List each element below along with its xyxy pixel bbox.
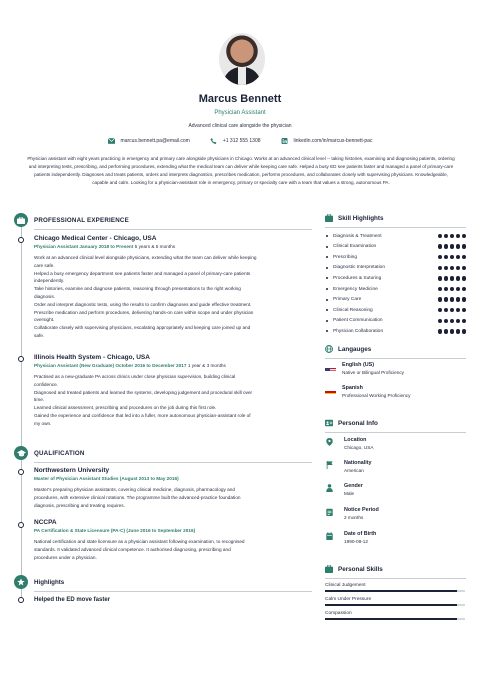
skills-divider (325, 227, 466, 228)
detail-line: Order and interpret diagnostic tests, using the results to confirm diagnoses and guide effective treatment. (34, 301, 252, 307)
personal-skill-item (325, 611, 465, 620)
info-card-icon (325, 419, 333, 427)
rating-dot (444, 266, 449, 271)
info-label: Nationality (344, 460, 372, 466)
flag-icon (326, 461, 333, 469)
rating-dot (438, 319, 443, 324)
skill-item (326, 305, 466, 315)
rating-dot (462, 297, 467, 302)
rating-dot (450, 266, 455, 271)
info-label: Notice Period (344, 507, 379, 513)
person-icon (326, 484, 333, 492)
language-text (342, 385, 410, 398)
linkedin-icon (281, 138, 288, 144)
skill-item (326, 273, 466, 283)
detail-line: care safe. (34, 262, 55, 268)
experience-role-text: Physician Assistant January 2018 to Present (34, 244, 134, 249)
info-text (344, 507, 379, 520)
location-pin-icon (326, 438, 333, 446)
rating-dot (444, 329, 449, 334)
personal-skills-title: Personal Skills (338, 565, 383, 573)
skill-item (326, 284, 466, 294)
language-name: Spanish (342, 385, 363, 391)
rating-dot (438, 266, 443, 271)
star-icon (14, 575, 28, 589)
skill-item (326, 242, 466, 252)
timeline-dot (18, 469, 24, 475)
skill-label (326, 265, 385, 270)
rating-dot (456, 255, 461, 260)
detail-line: Collaborate closely with supervising physicians, escalating appropriately and keeping care joined up and (34, 325, 251, 331)
skill-label (326, 255, 357, 260)
skill-name: Procedures & Suturing (333, 275, 382, 281)
job-title: Physician Assistant (214, 110, 266, 116)
experience-employer: Illinois Health System - Chicago, USA (34, 354, 150, 361)
detail-line: confidence. (34, 381, 58, 387)
skill-name: Physician Collaboration (333, 328, 384, 334)
languages-title: Langauges (338, 345, 372, 353)
detail-line: standards. It validated advanced clinical competence. It authorised diagnosing, prescribing and (34, 546, 231, 552)
experience-entry-1 (34, 235, 312, 340)
rating-dot (450, 287, 455, 292)
globe-icon (325, 345, 333, 353)
skill-label (326, 297, 361, 302)
languages-divider (325, 358, 466, 359)
rating-dot (450, 244, 455, 249)
rating-dot (456, 297, 461, 302)
detail-line: Gained the experience and confidence that led into a fuller, more autonomous physician-assistant role of (34, 412, 251, 418)
info-value: Male (344, 491, 355, 496)
bullet-icon (326, 309, 328, 311)
rating-dot (444, 297, 449, 302)
skill-rating (438, 244, 467, 249)
bullet-icon (326, 299, 328, 301)
skills-header (325, 214, 383, 222)
skill-name: Prescribing (333, 254, 357, 260)
timeline-dot (18, 522, 24, 528)
info-label: Gender (344, 483, 363, 489)
rating-dot (456, 319, 461, 324)
rating-dot (450, 276, 455, 281)
contact-bar (0, 138, 480, 144)
info-value: 2 months (344, 515, 364, 520)
highlight-item (34, 597, 312, 603)
skill-label (326, 308, 373, 313)
rating-dot (462, 234, 467, 239)
experience-divider (34, 229, 312, 230)
rating-dot (462, 308, 467, 313)
detail-line: oversight. (34, 317, 55, 323)
briefcase-icon (14, 213, 28, 227)
info-value: American (344, 468, 364, 473)
profile-photo (219, 33, 265, 85)
timeline-dot (18, 237, 24, 243)
rating-dot (444, 255, 449, 260)
language-name: English (US) (342, 362, 375, 368)
detail-line: independently. (34, 278, 65, 284)
skill-item (326, 231, 466, 241)
language-item (325, 362, 465, 375)
rating-dot (462, 255, 467, 260)
photo-shirt (238, 67, 246, 85)
detail-line: Learned clinical assessment, prescribing and procedures on the job during this first role. (34, 405, 217, 411)
bullet-icon (326, 277, 328, 279)
detail-line: diagnosis, prescribing and treating requires. (34, 502, 125, 508)
us-flag-icon (325, 363, 336, 371)
rating-dot (444, 234, 449, 239)
qualification-entry-1 (34, 467, 312, 509)
skill-item (326, 326, 466, 336)
experience-entry-2 (34, 354, 312, 428)
info-date-of-birth (326, 531, 466, 544)
skill-rating (438, 329, 467, 334)
rating-dot (456, 266, 461, 271)
rating-dot (462, 244, 467, 249)
detail-line: my own. (34, 420, 52, 426)
experience-employer: Chicago Medical Center - Chicago, USA (34, 235, 157, 242)
qualification-entry-2 (34, 519, 312, 561)
info-label: Date of Birth (344, 531, 377, 537)
rating-dot (438, 287, 443, 292)
rating-dot (462, 329, 467, 334)
qualification-degree: PA Certification & State Licensure (PA-C) (June 2016 to September 2016) (34, 528, 196, 533)
skill-label (326, 234, 382, 239)
skill-label (326, 244, 376, 249)
notice-icon (326, 508, 333, 516)
skill-rating (438, 255, 467, 260)
rating-dot (438, 329, 443, 334)
personal-skill-bar (325, 590, 465, 592)
skill-label (326, 287, 378, 292)
phone-icon (210, 138, 217, 144)
experience-details (34, 373, 312, 428)
experience-header (14, 213, 129, 227)
skill-item (326, 316, 466, 326)
rating-dot (450, 329, 455, 334)
timeline-line (21, 222, 22, 600)
info-text (344, 460, 372, 473)
rating-dot (456, 276, 461, 281)
personal-skill-name: Clinical Judgement (325, 583, 366, 588)
personal-skill-fill (325, 590, 457, 592)
info-notice-period (326, 507, 466, 520)
detail-line: Helped a busy emergency department see patients faster and managed a panel of primary-care patients (34, 270, 251, 276)
rating-dot (456, 329, 461, 334)
rating-dot (462, 276, 467, 281)
language-level: Professional Working Proficiency (342, 393, 411, 398)
rating-dot (462, 266, 467, 271)
rating-dot (438, 255, 443, 260)
highlights-header (14, 575, 64, 589)
info-text (344, 437, 373, 450)
personal-skill-name: Compassion (325, 611, 352, 616)
highlight-text: Helped the ED move faster (34, 597, 111, 603)
rating-dot (450, 297, 455, 302)
personal-skill-item (325, 597, 465, 606)
highlights-title: Highlights (34, 578, 65, 586)
personal-skills-icon (325, 565, 333, 573)
info-label: Location (344, 437, 367, 443)
rating-dot (462, 319, 467, 324)
skill-rating (438, 308, 467, 313)
info-value: 1990-09-12 (344, 539, 368, 544)
bullet-icon (326, 246, 328, 248)
experience-duration: 1 year & 3 months (187, 363, 226, 368)
personal-skill-fill (325, 618, 457, 620)
detail-line: Work at an advanced clinical level alongside physicians, extending what the team can deliver while keeping (34, 255, 257, 260)
detail-line: Diagnosed and treated patients and learned the systems, developing judgement and procedural skill over (34, 389, 253, 395)
rating-dot (438, 234, 443, 239)
rating-dot (438, 308, 443, 313)
email-text[interactable]: marcus.bennett.pa@email.com (120, 138, 190, 144)
rating-dot (444, 276, 449, 281)
detail-line: Take histories, examine and diagnose patients, reasoning through presentations to the right working (34, 286, 241, 292)
skill-rating (438, 287, 467, 292)
experience-role-text: Physician Assistant (New Graduate) October 2016 to December 2017 (34, 363, 187, 368)
skill-name: Clinical Reasoning (333, 307, 373, 313)
skill-label (326, 329, 383, 334)
rating-dot (456, 234, 461, 239)
skill-label (326, 318, 383, 323)
skill-name: Primary Care (333, 297, 362, 303)
detail-line: Master's preparing physician assistants, covering clinical medicine, diagnosis, pharmacology and (34, 487, 235, 492)
detail-line: National certification and state licensure as a physician assistant following examination, to recognised (34, 539, 245, 544)
personal-skill-bar (325, 618, 465, 620)
info-location (326, 437, 466, 450)
rating-dot (456, 308, 461, 313)
skill-rating (438, 234, 467, 239)
rating-dot (456, 287, 461, 292)
languages-header (325, 345, 371, 353)
detail-line: Prescribe medication and perform procedures, delivering hands-on care within scope and under physician (34, 309, 254, 315)
info-text (344, 531, 376, 544)
qualification-details (34, 486, 312, 509)
language-text (342, 362, 404, 375)
detail-line: diagnosis. (34, 293, 56, 299)
bullet-icon (326, 256, 328, 258)
rating-dot (438, 244, 443, 249)
skills-icon (325, 214, 333, 222)
skill-item (326, 252, 466, 262)
bullet-icon (326, 320, 328, 322)
info-value: Chicago, USA (344, 445, 374, 450)
phone-text[interactable]: +1 312 555 1308 (222, 138, 261, 144)
rating-dot (450, 255, 455, 260)
personal-skills-divider (325, 578, 466, 579)
timeline-dot (18, 597, 24, 603)
skill-name: Diagnosis & Treatment (333, 233, 382, 239)
detail-line: safe. (34, 332, 45, 338)
rating-dot (444, 244, 449, 249)
skill-name: Diagnostic Interpretation (333, 265, 385, 271)
language-item (325, 385, 465, 398)
bullet-icon (326, 235, 328, 237)
personal-skill-item (325, 583, 465, 592)
linkedin-text[interactable]: linkedin.com/in/marcus-bennett-pac (293, 138, 373, 144)
personal-skill-bar (325, 604, 465, 606)
language-level: Native or Bilingual Proficiency (342, 370, 405, 375)
tagline: Advanced clinical care alongside the physician (188, 123, 292, 129)
qualification-institution: NCCPA (34, 519, 57, 526)
spain-flag-icon (325, 386, 336, 394)
personal-info-header (325, 419, 378, 427)
personal-info-title: Personal Info (338, 419, 378, 427)
rating-dot (444, 319, 449, 324)
rating-dot (438, 276, 443, 281)
rating-dot (450, 319, 455, 324)
detail-line: time. (34, 397, 45, 403)
calendar-icon (326, 532, 333, 540)
personal-info-divider (325, 432, 466, 433)
qualification-title: QUALIFICATION (34, 449, 85, 457)
highlights-divider (34, 591, 312, 592)
qualification-institution: Northwestern University (34, 467, 110, 474)
bullet-icon (326, 267, 328, 269)
detail-line: procedures, with extensive clinical rotations. The programme built the advanced-practice foundation (34, 494, 241, 500)
bullet-icon (326, 288, 328, 290)
contact-linkedin[interactable] (281, 138, 373, 144)
rating-dot (462, 287, 467, 292)
experience-role (34, 363, 312, 368)
skill-name: Patient Communication (333, 318, 383, 324)
rating-dot (456, 244, 461, 249)
skill-item (326, 295, 466, 305)
skill-rating (438, 297, 467, 302)
personal-skills-header (325, 565, 383, 573)
qualification-header (14, 446, 85, 460)
info-text (344, 483, 363, 496)
timeline-dot (18, 356, 24, 362)
qualification-divider (34, 462, 312, 463)
info-nationality (326, 460, 466, 473)
experience-role (34, 244, 312, 249)
skill-name: Emergency Medicine (333, 286, 378, 292)
experience-details (34, 254, 312, 340)
rating-dot (450, 234, 455, 239)
detail-line: Practised as a new-graduate PA across clinics under close physician supervision, building clinical (34, 374, 236, 379)
skills-title: Skill Highlights (338, 214, 384, 222)
email-icon (108, 138, 115, 144)
rating-dot (438, 297, 443, 302)
skill-rating (438, 266, 467, 271)
skill-rating (438, 319, 467, 324)
rating-dot (450, 308, 455, 313)
graduation-cap-icon (14, 446, 28, 460)
qualification-degree: Master of Physician Assistant Studies (August 2013 to May 2016) (34, 476, 179, 481)
skill-label (326, 276, 381, 281)
bullet-icon (326, 330, 328, 332)
info-gender (326, 483, 466, 496)
experience-title: PROFESSIONAL EXPERIENCE (34, 216, 129, 224)
skill-item (326, 263, 466, 273)
skill-rating (438, 276, 467, 281)
profile-summary: Physician assistant with eight years practicing in emergency and primary care alongside physicians in Chicago. Works at an advanced clinical level -- taking histories, examining and diagnosing patients, ordering and interpreting tests, prescribing, and performing procedures, extending what the medical team can deliver while keeping care safe. Helped a busy ED see patients faster and managed a panel of primary-care patients independently. Diagnoses and treats patients, orders and interprets diagnostics, prescribes medication, performs procedures, and collaborates closely with supervising physicians. Knowledgeable, capable and calm. Looking for a physician-assistant role in emergency, primary or specialty care with a team that values a strong, autonomous PA. (27, 156, 455, 185)
contact-email[interactable] (108, 138, 190, 144)
rating-dot (444, 287, 449, 292)
qualification-details (34, 538, 312, 561)
personal-skill-fill (325, 604, 457, 606)
contact-phone[interactable] (210, 138, 261, 144)
experience-duration: 5 years & 5 months (134, 244, 176, 249)
candidate-name: Marcus Bennett (198, 93, 282, 105)
skill-name: Clinical Examination (333, 244, 377, 250)
detail-line: procedures under a physician. (34, 554, 97, 560)
rating-dot (444, 308, 449, 313)
personal-skill-name: Calm Under Pressure (325, 597, 372, 602)
